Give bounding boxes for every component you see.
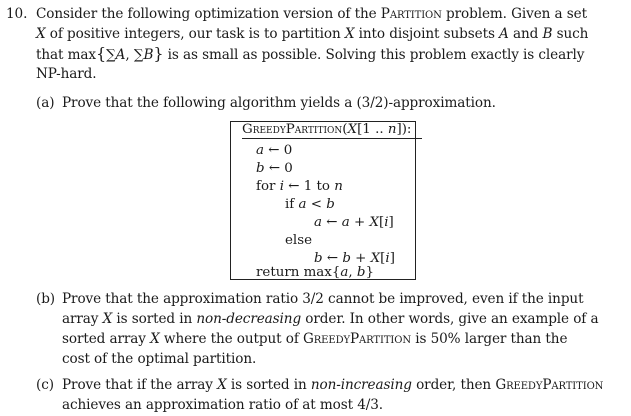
intro-line-3: that max{∑A, ∑B} is as small as possible. Solving this problem exactly is clearly [36, 44, 585, 63]
algo-line-for: for i ← 1 to n [256, 179, 343, 194]
algo-line-if: if a < b [285, 197, 335, 212]
part-b-line-4: cost of the optimal partition. [62, 351, 257, 367]
intro-line-1: Consider the following optimization version of the Partition problem. Given a set [36, 6, 587, 22]
problem-number: 10. [6, 6, 28, 22]
algorithm-signature: GreedyPartition(X[1 .. n]): [242, 122, 412, 137]
part-c-label: (c) [36, 377, 54, 393]
algorithm-title-rule [242, 138, 422, 139]
algo-line-init-b: b ← 0 [256, 161, 293, 176]
part-a-text: Prove that the following algorithm yields a (3/2)-approximation. [62, 95, 496, 111]
part-c-line-1: Prove that if the array X is sorted in non-increasing order, then GreedyPartition [62, 377, 604, 393]
algo-line-update-a: a ← a + X[i] [314, 215, 394, 230]
part-c-line-2: achieves an approximation ratio of at most 4/3. [62, 397, 384, 413]
part-b-label: (b) [36, 291, 56, 307]
algo-line-return: return max{a, b} [256, 265, 374, 280]
part-b-line-2: array X is sorted in non-decreasing order. In other words, give an example of a [62, 311, 599, 327]
part-a-label: (a) [36, 95, 55, 111]
part-b-line-1: Prove that the approximation ratio 3/2 cannot be improved, even if the input [62, 291, 584, 307]
part-b-line-3: sorted array X where the output of GreedyPartition is 50% larger than the [62, 331, 568, 347]
intro-line-4: NP-hard. [36, 66, 97, 82]
algo-line-else: else [285, 233, 313, 248]
algo-line-update-b: b ← b + X[i] [314, 251, 395, 266]
intro-line-2: X of positive integers, our task is to partition X into disjoint subsets A and B such [36, 26, 589, 42]
algo-line-init-a: a ← 0 [256, 143, 293, 158]
